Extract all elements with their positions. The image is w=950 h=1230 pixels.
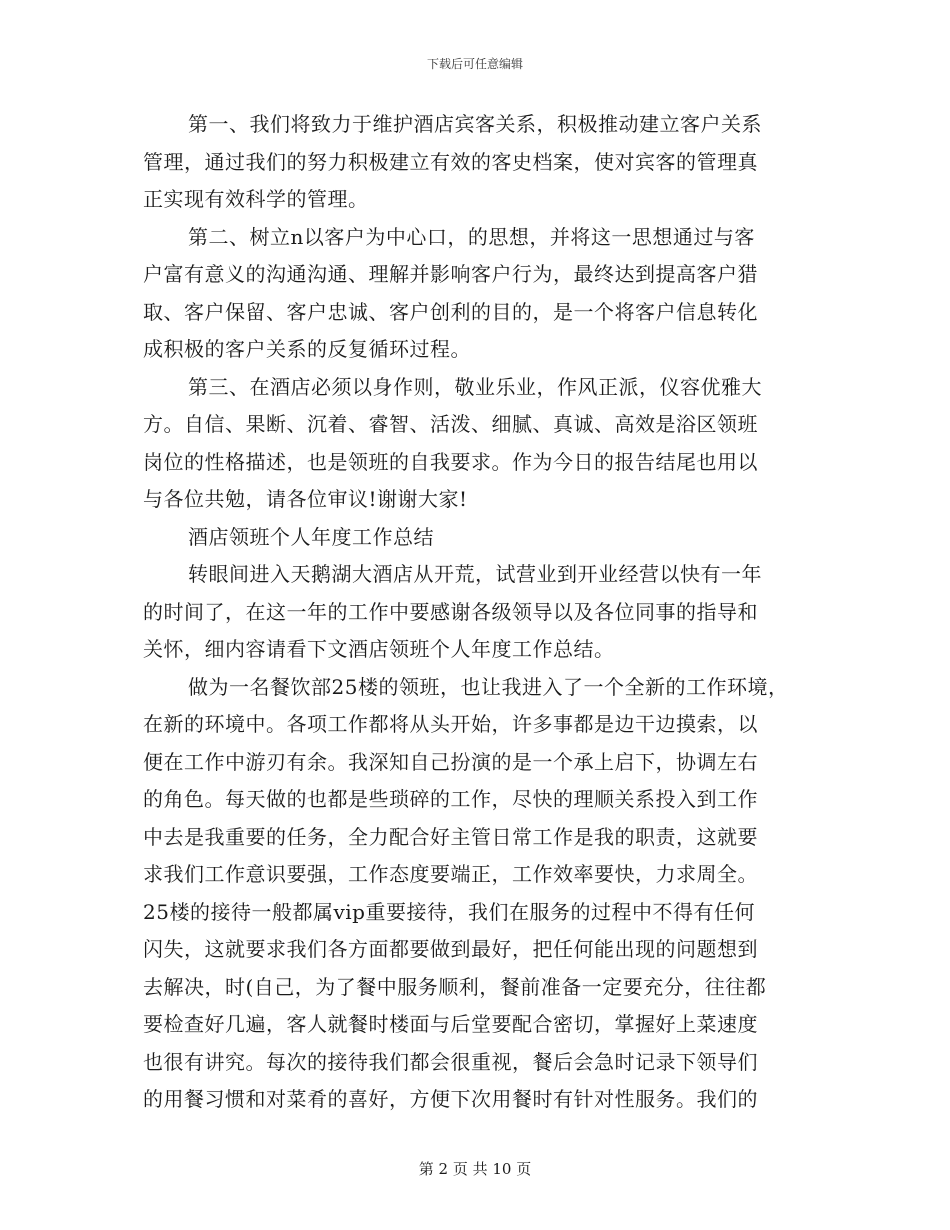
text-line: 方。自信、果断、沉着、睿智、活泼、细腻、真诚、高效是浴区领班 [143, 412, 758, 436]
text-line: 闪失，这就要求我们各方面都要做到最好，把任何能出现的问题想到 [143, 937, 758, 961]
text-line: 中去是我重要的任务，全力配合好主管日常工作是我的职责，这就要 [143, 824, 758, 849]
text-line: 转眼间进入天鹅湖大酒店从开荒，试营业到开业经营以快有一年 [188, 562, 762, 586]
document-body [143, 106, 815, 1119]
text-line: 关怀，细内容请看下文酒店领班个人年度工作总结。 [143, 637, 615, 661]
text-line: 第二、树立n以客户为中心口，的思想，并将这一思想通过与客 [188, 224, 755, 249]
text-line: 与各位共勉，请各位审议!谢谢大家! [143, 487, 468, 511]
text-line: 酒店领班个人年度工作总结 [188, 524, 434, 549]
text-line: 第一、我们将致力于维护酒店宾客关系，积极推动建立客户关系 [188, 112, 762, 136]
page-header: 下载后可任意编辑 [426, 57, 523, 71]
text-line: 岗位的性格描述，也是领班的自我要求。作为今日的报告结尾也用以 [143, 449, 758, 474]
text-line: 便在工作中游刃有余。我深知自己扮演的是一个承上启下，协调左右 [143, 749, 758, 774]
text-line: 25楼的接待一般都属vip重要接待，我们在服务的过程中不得有任何 [143, 899, 755, 924]
text-line: 的时间了，在这一年的工作中要感谢各级领导以及各位同事的指导和 [143, 599, 758, 624]
text-line: 去解决，时(自己，为了餐中服务顺利，餐前准备一定要充分，往往都 [143, 974, 767, 999]
text-line: 在新的环境中。各项工作都将从头开始，许多事都是边干边摸索，以 [143, 712, 758, 736]
text-line: 第三、在酒店必须以身作则，敬业乐业，作风正派，仪容优雅大 [188, 374, 762, 399]
page-footer: 第 2 页 共 10 页 [418, 1160, 532, 1178]
text-line: 管理，通过我们的努力积极建立有效的客史档案，使对宾客的管理真 [143, 149, 758, 174]
text-line: 做为一名餐饮部25楼的领班，也让我进入了一个全新的工作环境， [188, 674, 789, 699]
text-line: 正实现有效科学的管理。 [143, 187, 369, 211]
text-line: 户富有意义的沟通沟通、理解并影响客户行为，最终达到提高客户猎 [143, 262, 758, 286]
text-line: 求我们工作意识要强，工作态度要端正，工作效率要快，力求周全。 [143, 862, 758, 886]
text-line: 的用餐习惯和对菜肴的喜好，方便下次用餐时有针对性服务。我们的 [143, 1087, 758, 1111]
text-line: 也很有讲究。每次的接待我们都会很重视，餐后会急时记录下领导们 [143, 1049, 758, 1074]
text-line: 成积极的客户关系的反复循环过程。 [143, 337, 471, 361]
text-line: 要检查好几遍，客人就餐时楼面与后堂要配合密切，掌握好上菜速度 [143, 1012, 758, 1036]
text-line: 的角色。每天做的也都是些琐碎的工作，尽快的理顺关系投入到工作 [143, 787, 758, 811]
text-line: 取、客户保留、客户忠诚、客户创利的目的，是一个将客户信息转化 [143, 299, 758, 324]
